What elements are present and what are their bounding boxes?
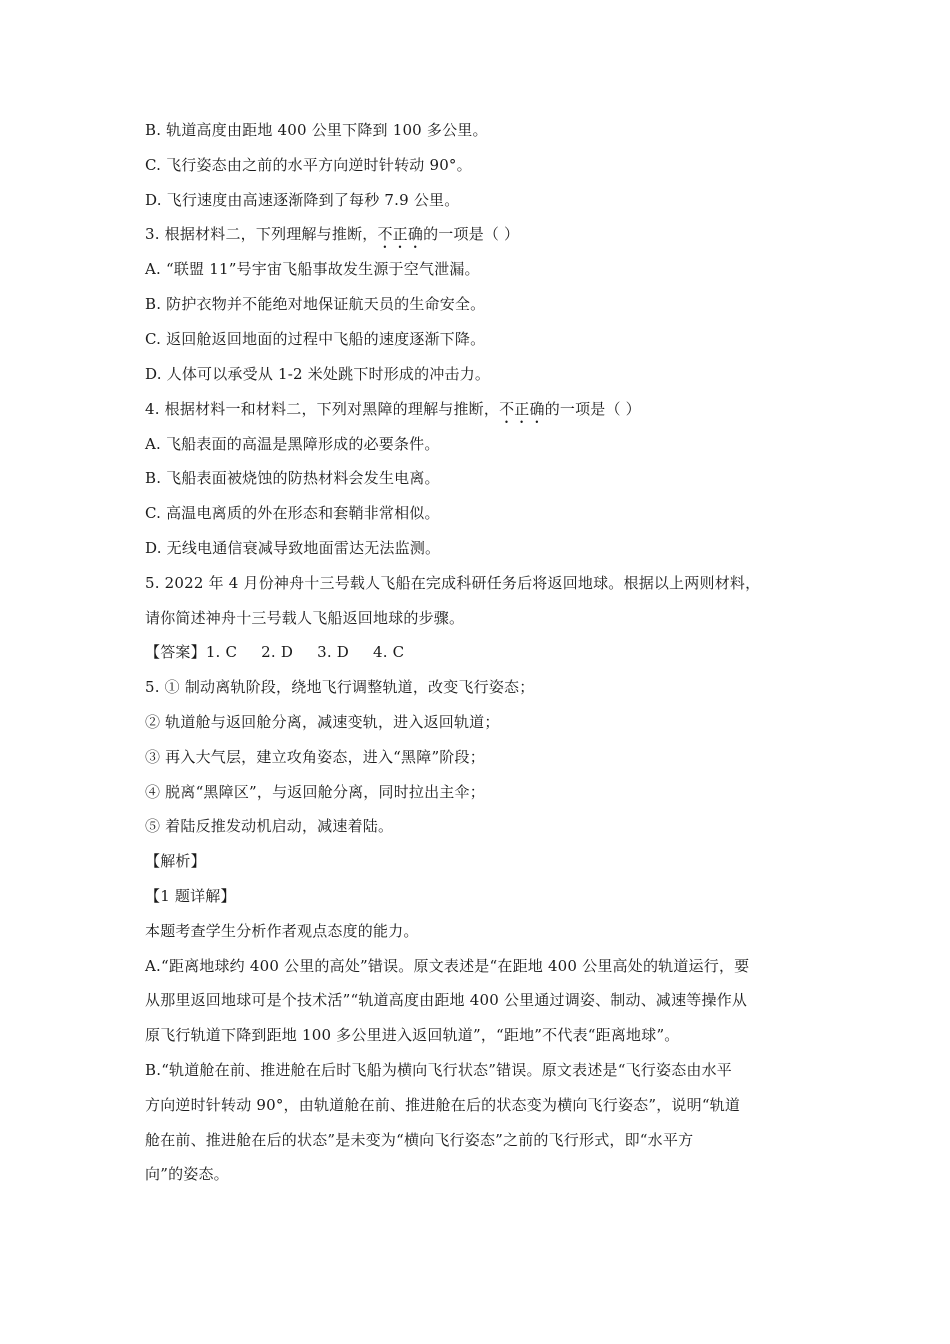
q2-option-b: B. 轨道高度由距地 400 公里下降到 100 多公里。 xyxy=(145,121,488,139)
q4-option-c: C. 高温电离质的外在形态和套鞘非常相似。 xyxy=(145,504,440,523)
answer5-step-2: ② 轨道舱与返回舱分离，减速变轨，进入返回轨道； xyxy=(145,712,500,731)
answer-line xyxy=(145,635,810,670)
q3-option-c: C. 返回舱返回地面的过程中飞船的速度逐渐下降。 xyxy=(145,329,486,348)
q5-stem-line-2: 请你简述神舟十三号载人飞船返回地球的步骤。 xyxy=(145,608,465,627)
answer-item: 1. C xyxy=(205,643,238,662)
page-content xyxy=(145,113,810,1192)
answer-label: 【答案】 xyxy=(145,643,206,662)
analysis-label: 【解析】 xyxy=(145,852,206,871)
q3-option-d: D. 人体可以承受从 1-2 米处跳下时形成的冲击力。 xyxy=(145,364,491,383)
analysis-a-line: 原飞行轨道下降到距地 100 多公里进入返回轨道”，“距地”不代表“距离地球”。 xyxy=(145,1026,680,1045)
q3-option-b: B. 防护衣物并不能绝对地保证航天员的生命安全。 xyxy=(145,295,486,314)
q3-option-a: A. “联盟 11”号宇宙飞船事故发生源于空气泄漏。 xyxy=(145,260,480,279)
q4-stem-post: 的一项是（ ） xyxy=(544,399,641,418)
analysis-b-line: B.“轨道舱在前、推进舱在后时飞船为横向飞行状态”错误。原文表述是“飞行姿态由水平 xyxy=(145,1060,733,1079)
q4-stem-pre: 4. 根据材料一和材料二，下列对黑障的理解与推断， xyxy=(145,399,500,418)
q4-stem-emphasis: 不正确 xyxy=(499,399,545,418)
analysis-detail-label: 【1 题详解】 xyxy=(145,886,236,905)
answer-item: 4. C xyxy=(372,643,405,662)
q3-stem xyxy=(145,217,810,252)
answer-item: 3. D xyxy=(317,643,349,662)
analysis-a-line: A.“距离地球约 400 公里的高处”错误。原文表述是“在距地 400 公里高处的轨道运行，要 xyxy=(145,956,750,975)
analysis-a-line: 从那里返回地球可是个技术活”“轨道高度由距地 400 公里通过调姿、制动、减速等操作从 xyxy=(145,991,748,1010)
q4-option-b: B. 飞船表面被烧蚀的防热材料会发生电离。 xyxy=(145,469,440,488)
analysis-b-line: 舱在前、推进舱在后的状态”是未变为“横向飞行姿态”之前的飞行形式，即“水平方 xyxy=(145,1130,694,1149)
answer5-step-1: 5. ① 制动离轨阶段，绕地飞行调整轨道，改变飞行姿态； xyxy=(145,678,535,697)
q4-stem xyxy=(145,392,810,427)
q2-option-c: C. 飞行姿态由之前的水平方向逆时针转动 90°。 xyxy=(145,155,472,174)
answer5-step-4: ④ 脱离“黑障区”，与返回舱分离，同时拉出主伞； xyxy=(145,782,485,801)
analysis-b-line: 方向逆时针转动 90°，由轨道舱在前、推进舱在后的状态变为横向飞行姿态”，说明“轨道 xyxy=(145,1095,741,1114)
q4-option-d: D. 无线电通信衰减导致地面雷达无法监测。 xyxy=(145,538,441,557)
q5-stem-line-1: 5. 2022 年 4 月份神舟十三号载人飞船在完成科研任务后将返回地球。根据以上两则材料， xyxy=(145,573,761,592)
q3-stem-post: 的一项是（ ） xyxy=(423,225,520,244)
q4-option-a: A. 飞船表面的高温是黑障形成的必要条件。 xyxy=(145,434,440,453)
analysis-b-line: 向”的姿态。 xyxy=(145,1165,229,1184)
q3-stem-emphasis: 不正确 xyxy=(377,225,424,244)
answer-item: 2. D xyxy=(261,643,294,662)
answer5-step-5: ⑤ 着陆反推发动机启动，减速着陆。 xyxy=(145,817,394,836)
answer5-step-3: ③ 再入大气层，建立攻角姿态，进入“黑障”阶段； xyxy=(145,747,485,766)
analysis-intro: 本题考查学生分析作者观点态度的能力。 xyxy=(145,921,419,940)
q2-option-d: D. 飞行速度由高速逐渐降到了每秒 7.9 公里。 xyxy=(145,190,460,209)
q3-stem-pre: 3. 根据材料二，下列理解与推断， xyxy=(145,225,378,244)
